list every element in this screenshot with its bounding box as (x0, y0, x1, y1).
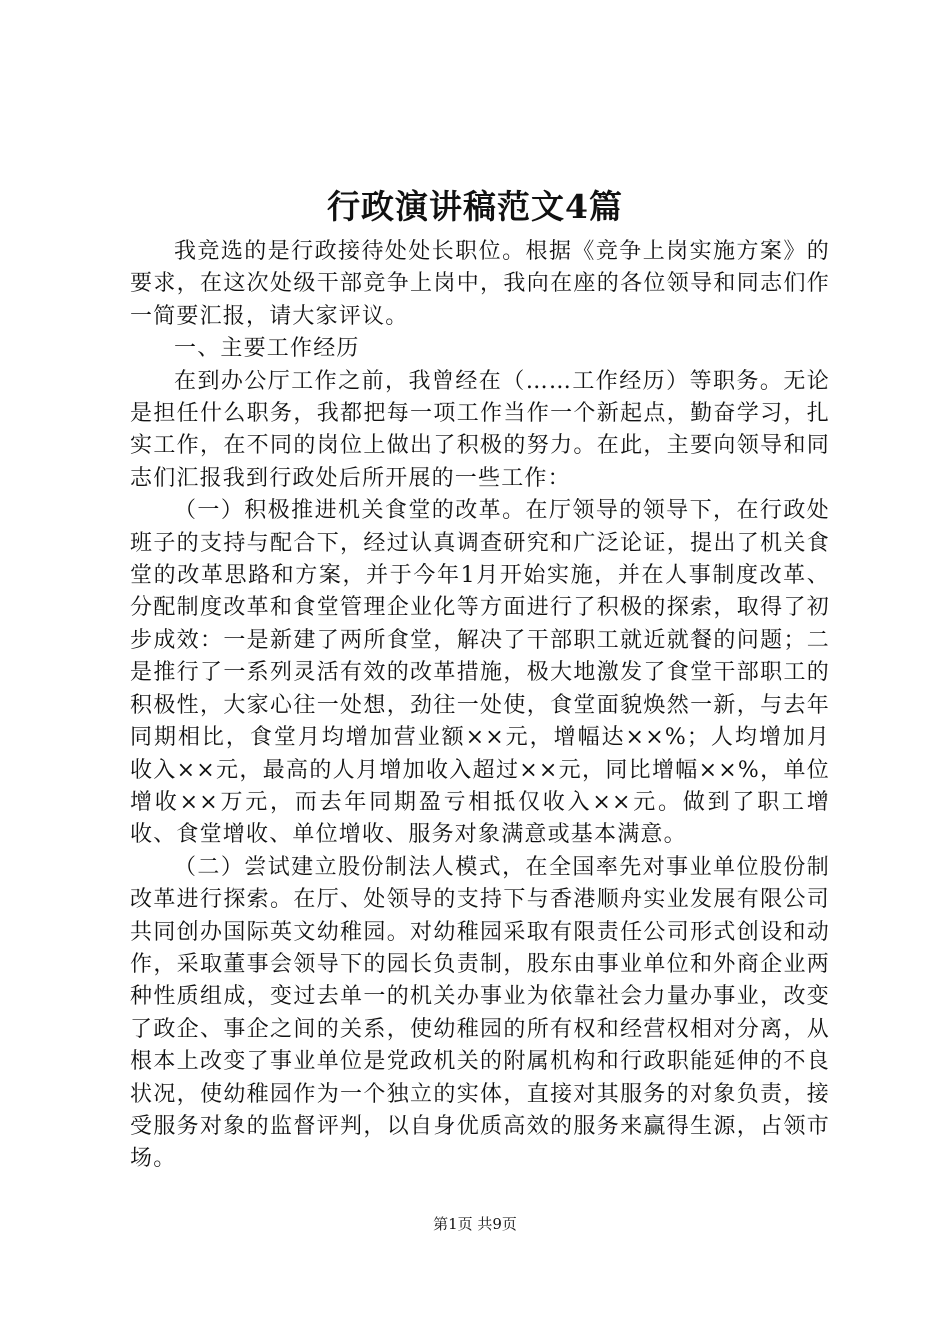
section-heading: 一、主要工作经历 (174, 336, 360, 362)
paragraph-kindergarten: （二）尝试建立股份制法人模式，在全国率先对事业单位股份制改革进行探索。在厅、处领导的支持下与香港顺舟实业发展有限公司共同创办国际英文幼稚园。对幼稚园采取有限责任公司形式创设和动作，采取董事会领导下的园长负责制，股东由事业单位和外商企业两种性质组成，变过去单一的机关办事业为依靠社会力量办事业，改变了政企、事企之间的关系，使幼稚园的所有权和经营权相对分离，从根本上改变了事业单位是党政机关的附属机构和行政职能延伸的不良状况，使幼稚园作为一个独立的实体，直接对其服务的对象负责，接受服务对象的监督评判，以自身优质高效的服务来赢得生源，占领市场。 (130, 854, 830, 1172)
document-body (130, 236, 830, 1176)
document-title: 行政演讲稿范文4篇 (327, 187, 623, 226)
paragraph-intro: 我竞选的是行政接待处处长职位。根据《竞争上岗实施方案》的要求，在这次处级干部竞争上岗中，我向在座的各位领导和同志们作一简要汇报，请大家评议。 (130, 239, 830, 329)
paragraph-experience: 在到办公厅工作之前，我曾经在（……工作经历）等职务。无论是担任什么职务，我都把每一项工作当作一个新起点，勤奋学习，扎实工作，在不同的岗位上做出了积极的努力。在此，主要向领导和同志们汇报我到行政处后所开展的一些工作： (130, 368, 830, 491)
page-number: 第1页 共9页 (433, 1215, 517, 1233)
paragraph-canteen-reform: （一）积极推进机关食堂的改革。在厅领导的领导下，在行政处班子的支持与配合下，经过认真调查研究和广泛论证，提出了机关食堂的改革思路和方案，并于今年1月开始实施，并在人事制度改革、分配制度改革和食堂管理企业化等方面进行了积极的探索，取得了初步成效：一是新建了两所食堂，解决了干部职工就近就餐的问题；二是推行了一系列灵活有效的改革措施，极大地激发了食堂干部职工的积极性，大家心往一处想，劲往一处使，食堂面貌焕然一新，与去年同期相比，食堂月均增加营业额××元，增幅达××%；人均增加月收入××元，最高的人月增加收入超过××元，同比增幅××%，单位增收××万元，而去年同期盈亏相抵仅收入××元。做到了职工增收、食堂增收、单位增收、服务对象满意或基本满意。 (130, 498, 830, 848)
